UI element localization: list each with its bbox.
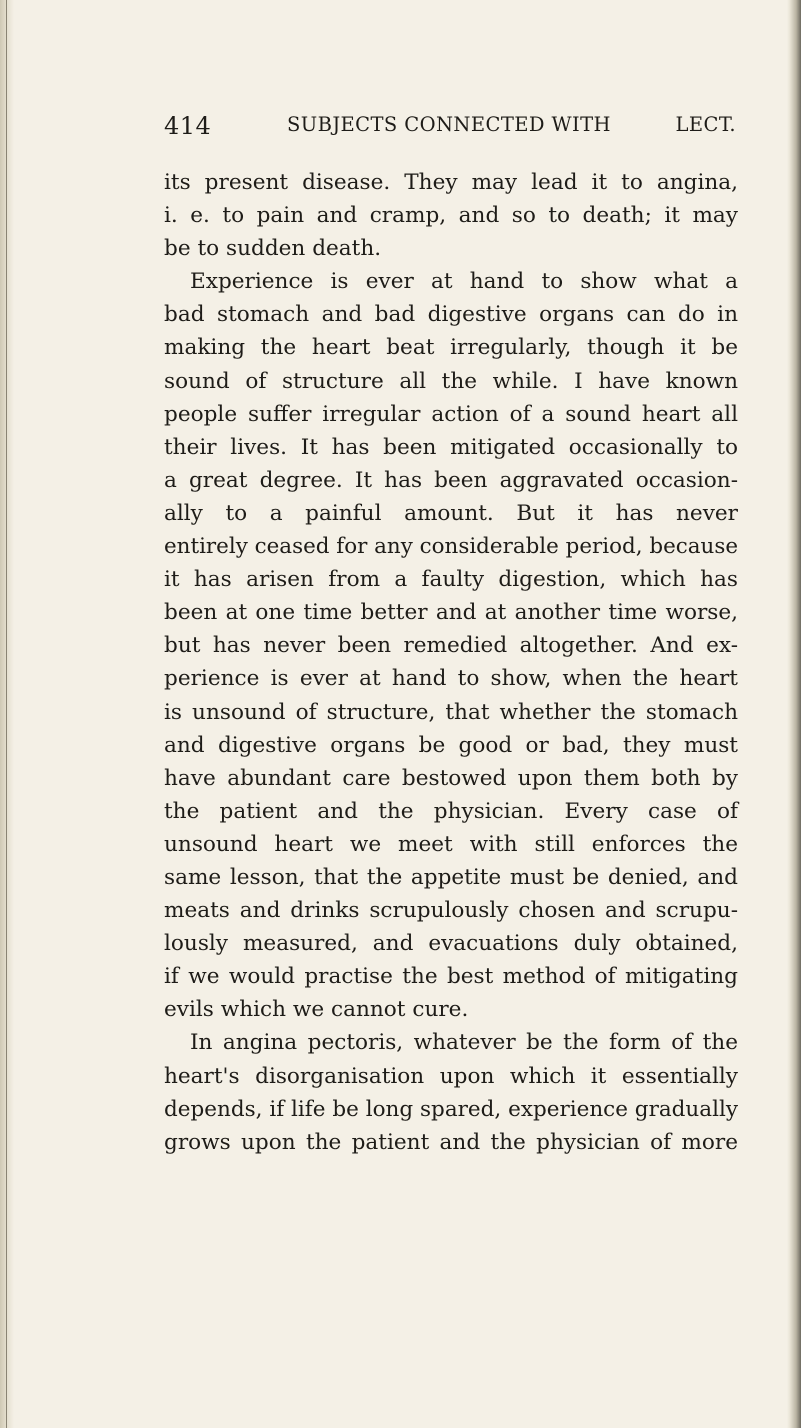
text-line: grows upon the patient and the physician of more <box>164 1129 738 1155</box>
running-title: SUBJECTS CONNECTED WITH <box>287 113 611 136</box>
text-line: Experience is ever at hand to show what a <box>190 269 738 295</box>
running-header <box>164 112 736 148</box>
text-line: and digestive organs be good or bad, they must <box>164 732 738 758</box>
text-line: it has arisen from a faulty digestion, which has <box>164 567 738 593</box>
text-line: bad stomach and bad digestive organs can do in <box>164 302 738 328</box>
text-line: a great degree. It has been aggravated occasion- <box>164 467 738 493</box>
running-title-lect: LECT. <box>675 113 736 136</box>
text-line: unsound heart we meet with still enforces the <box>164 831 738 857</box>
text-line: evils which we cannot cure. <box>164 997 469 1023</box>
text-line: be to sudden death. <box>164 236 382 262</box>
text-line: same lesson, that the appetite must be denied, and <box>164 864 738 890</box>
page-number: 414 <box>164 112 212 140</box>
page-left-edge <box>0 0 14 1428</box>
text-line: sound of structure all the while. I have known <box>164 368 738 394</box>
text-line: making the heart beat irregularly, though it be <box>164 335 738 361</box>
page-right-edge <box>787 0 801 1428</box>
text-line: is unsound of structure, that whether the stomach <box>164 699 738 725</box>
text-line: i. e. to pain and cramp, and so to death; it may <box>164 203 738 229</box>
text-line: entirely ceased for any considerable period, because <box>164 534 738 560</box>
text-line: if we would practise the best method of mitigating <box>164 964 738 990</box>
text-line: been at one time better and at another time worse, <box>164 600 738 626</box>
text-line: meats and drinks scrupulously chosen and scrupu- <box>164 898 738 924</box>
text-line: lously measured, and evacuations duly obtained, <box>164 931 738 957</box>
text-line: heart's disorganisation upon which it essentially <box>164 1063 738 1089</box>
binding-line <box>6 0 7 1428</box>
text-line: but has never been remedied altogether. And ex- <box>164 633 738 659</box>
text-line: perience is ever at hand to show, when the heart <box>164 666 738 692</box>
text-line: have abundant care bestowed upon them both by <box>164 765 738 791</box>
text-line: depends, if life be long spared, experience gradually <box>164 1096 738 1122</box>
text-line: the patient and the physician. Every case of <box>164 798 738 824</box>
text-line: In angina pectoris, whatever be the form of the <box>190 1030 738 1056</box>
text-line: people suffer irregular action of a sound heart all <box>164 401 738 427</box>
text-line: its present disease. They may lead it to angina, <box>164 170 738 195</box>
text-line: their lives. It has been mitigated occasionally to <box>164 434 738 460</box>
body-text <box>164 166 738 1159</box>
text-line: ally to a painful amount. But it has never <box>164 500 738 526</box>
